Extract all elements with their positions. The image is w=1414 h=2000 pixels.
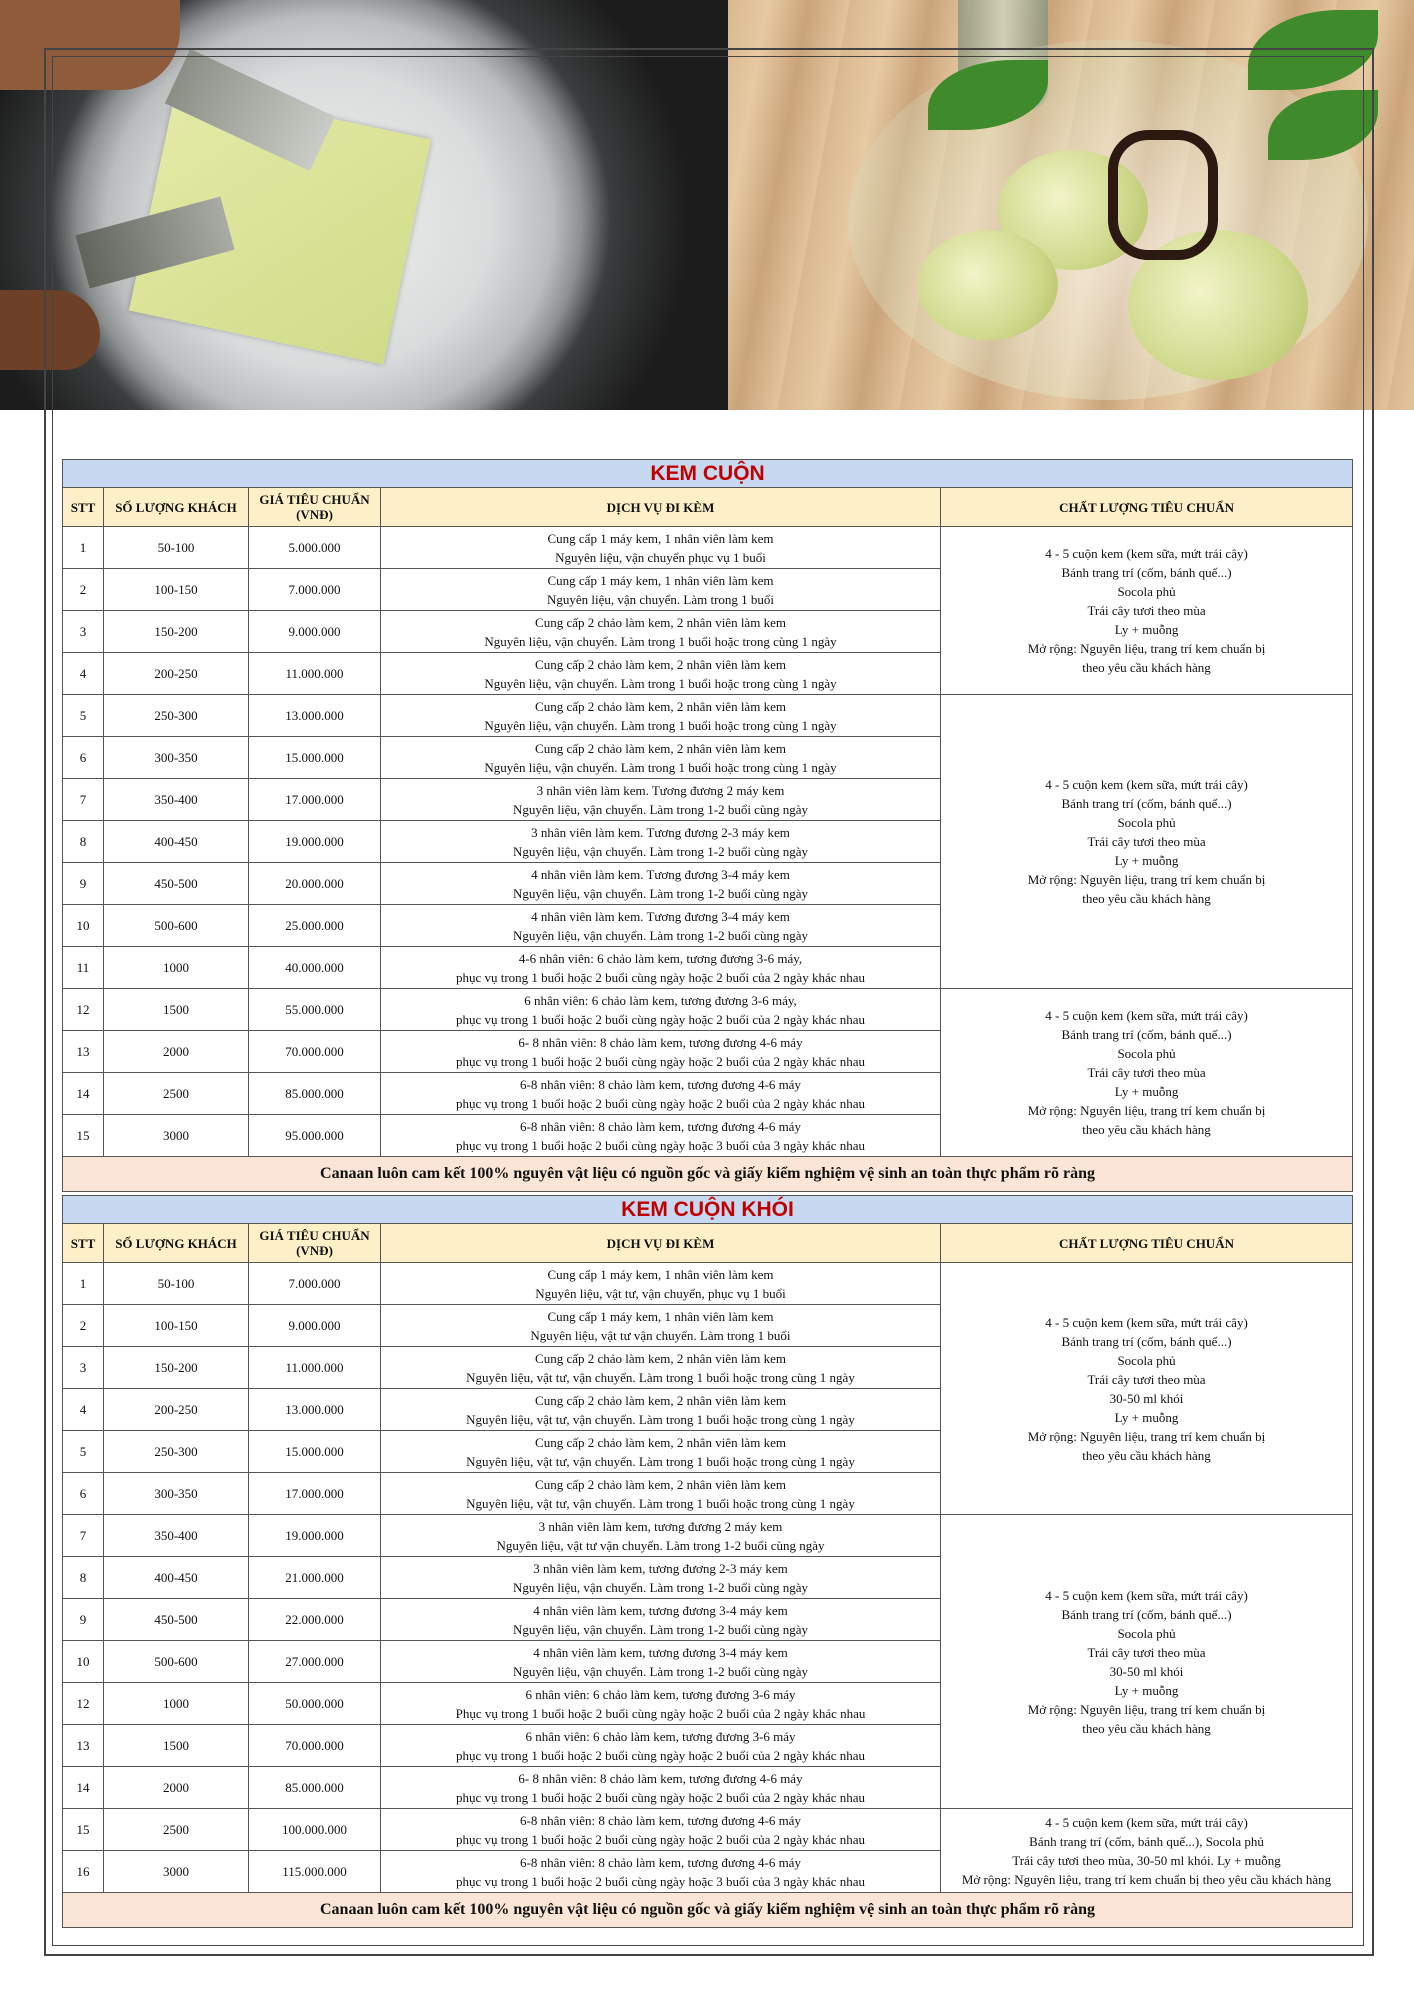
cell-price: 17.000.000 bbox=[249, 1473, 381, 1515]
quality-line: 4 - 5 cuộn kem (kem sữa, mứt trái cây) bbox=[1045, 777, 1248, 792]
cell-stt: 15 bbox=[63, 1809, 104, 1851]
service-line: phục vụ trong 1 buổi hoặc 2 buổi cùng ngày hoặc 2 buổi của 2 ngày khác nhau bbox=[455, 1747, 866, 1763]
cell-guests: 200-250 bbox=[104, 1389, 249, 1431]
cell-service bbox=[381, 653, 941, 695]
cell-service bbox=[381, 1305, 941, 1347]
cell-guests: 2500 bbox=[104, 1809, 249, 1851]
cell-service bbox=[381, 1851, 941, 1893]
cell-guests: 150-200 bbox=[104, 611, 249, 653]
service-line: Nguyên liệu, vận chuyển phục vụ 1 buổi bbox=[555, 549, 766, 565]
quality-line: Socola phủ bbox=[1117, 815, 1176, 830]
cell-price: 70.000.000 bbox=[249, 1031, 381, 1073]
service-line: Nguyên liệu, vật tư, vận chuyển, phục vụ 1 buổi bbox=[535, 1285, 786, 1301]
quality-line: 4 - 5 cuộn kem (kem sữa, mứt trái cây) bbox=[1045, 1814, 1248, 1830]
quality-line: Bánh trang trí (cốm, bánh quế...) bbox=[1061, 1606, 1232, 1622]
cell-stt: 3 bbox=[63, 611, 104, 653]
cell-stt: 16 bbox=[63, 1851, 104, 1893]
cell-stt: 11 bbox=[63, 947, 104, 989]
service-line: Nguyên liệu, vật tư, vận chuyển. Làm trong 1 buổi hoặc trong cùng 1 ngày bbox=[466, 1495, 855, 1511]
cell-stt: 14 bbox=[63, 1073, 104, 1115]
quality-line: Bánh trang trí (cốm, bánh quế...) bbox=[1061, 1027, 1232, 1042]
cell-quality bbox=[941, 1515, 1353, 1809]
cell-service bbox=[381, 1431, 941, 1473]
service-line: Cung cấp 2 chảo làm kem, 2 nhân viên làm kem bbox=[535, 1392, 786, 1408]
cell-guests: 3000 bbox=[104, 1851, 249, 1893]
service-line: Cung cấp 2 chảo làm kem, 2 nhân viên làm kem bbox=[535, 1476, 786, 1492]
quality-line: Socola phủ bbox=[1117, 1046, 1176, 1061]
commitment-note: Canaan luôn cam kết 100% nguyên vật liệu có nguồn gốc và giấy kiểm nghiệm vệ sinh an toàn thực phẩm rõ ràng bbox=[63, 1157, 1353, 1192]
service-line: Nguyên liệu, vận chuyển. Làm trong 1-2 buổi cùng ngày bbox=[513, 885, 808, 901]
quality-line: 4 - 5 cuộn kem (kem sữa, mứt trái cây) bbox=[1045, 1314, 1248, 1330]
cell-price: 5.000.000 bbox=[249, 527, 381, 569]
service-line: 4 nhân viên làm kem. Tương đương 3-4 máy kem bbox=[531, 866, 790, 882]
cell-stt: 4 bbox=[63, 1389, 104, 1431]
service-line: phục vụ trong 1 buổi hoặc 2 buổi cùng ngày hoặc 2 buổi của 2 ngày khác nhau bbox=[455, 1011, 866, 1027]
quality-line: Trái cây tươi theo mùa, 30-50 ml khói. Ly + muỗng bbox=[1012, 1852, 1281, 1868]
quality-line: Bánh trang trí (cốm, bánh quế...) bbox=[1061, 1333, 1232, 1349]
service-line: Nguyên liệu, vận chuyển. Làm trong 1 buổi hoặc trong cùng 1 ngày bbox=[484, 675, 837, 691]
table-title-row bbox=[63, 460, 1353, 488]
table-row bbox=[63, 695, 1353, 737]
cell-stt: 13 bbox=[63, 1725, 104, 1767]
cell-guests: 500-600 bbox=[104, 1641, 249, 1683]
table-row bbox=[63, 1809, 1353, 1851]
quality-line: Socola phủ bbox=[1117, 1352, 1176, 1368]
column-header-service: DỊCH VỤ ĐI KÈM bbox=[381, 488, 941, 527]
service-line: 6-8 nhân viên: 8 chảo làm kem, tương đương 4-6 máy bbox=[520, 1118, 801, 1134]
cell-service bbox=[381, 989, 941, 1031]
cell-price: 55.000.000 bbox=[249, 989, 381, 1031]
cell-quality bbox=[941, 1809, 1353, 1893]
cell-stt: 12 bbox=[63, 989, 104, 1031]
service-line: phục vụ trong 1 buổi hoặc 2 buổi cùng ngày hoặc 2 buổi của 2 ngày khác nhau bbox=[455, 1789, 866, 1805]
quality-line: Ly + muỗng bbox=[1114, 1409, 1179, 1425]
quality-line: Trái cây tươi theo mùa bbox=[1087, 834, 1206, 849]
quality-line: Bánh trang trí (cốm, bánh quế...) bbox=[1061, 796, 1232, 811]
quality-line: Mở rộng: Nguyên liệu, trang trí kem chuẩn bị bbox=[1027, 1103, 1266, 1118]
service-line: Cung cấp 2 chảo làm kem, 2 nhân viên làm kem bbox=[535, 1350, 786, 1366]
service-line: Nguyên liệu, vật tư, vận chuyển. Làm trong 1 buổi hoặc trong cùng 1 ngày bbox=[466, 1411, 855, 1427]
cell-guests: 300-350 bbox=[104, 737, 249, 779]
column-header-quality: CHẤT LƯỢNG TIÊU CHUẨN bbox=[941, 488, 1353, 527]
quality-line: 4 - 5 cuộn kem (kem sữa, mứt trái cây) bbox=[1045, 1587, 1248, 1603]
service-line: Cung cấp 2 chảo làm kem, 2 nhân viên làm kem bbox=[535, 698, 786, 714]
cell-price: 21.000.000 bbox=[249, 1557, 381, 1599]
cell-stt: 12 bbox=[63, 1683, 104, 1725]
cell-service bbox=[381, 947, 941, 989]
quality-line: Trái cây tươi theo mùa bbox=[1087, 1065, 1206, 1080]
service-line: Nguyên liệu, vận chuyển. Làm trong 1-2 buổi cùng ngày bbox=[513, 1663, 808, 1679]
cell-service bbox=[381, 1473, 941, 1515]
cell-guests: 500-600 bbox=[104, 905, 249, 947]
cell-price: 22.000.000 bbox=[249, 1599, 381, 1641]
service-line: 6-8 nhân viên: 8 chảo làm kem, tương đương 4-6 máy bbox=[520, 1812, 801, 1828]
cell-price: 115.000.000 bbox=[249, 1851, 381, 1893]
cell-service bbox=[381, 1263, 941, 1305]
cell-guests: 350-400 bbox=[104, 779, 249, 821]
commitment-note: Canaan luôn cam kết 100% nguyên vật liệu có nguồn gốc và giấy kiểm nghiệm vệ sinh an toàn thực phẩm rõ ràng bbox=[63, 1893, 1353, 1928]
cell-price: 13.000.000 bbox=[249, 1389, 381, 1431]
service-line: Nguyên liệu, vật tư, vận chuyển. Làm trong 1 buổi hoặc trong cùng 1 ngày bbox=[466, 1369, 855, 1385]
service-line: phục vụ trong 1 buổi hoặc 2 buổi cùng ngày hoặc 3 buổi của 3 ngày khác nhau bbox=[455, 1137, 866, 1153]
quality-line: Socola phủ bbox=[1117, 1625, 1176, 1641]
cell-service bbox=[381, 1767, 941, 1809]
cell-guests: 2000 bbox=[104, 1031, 249, 1073]
quality-line: 4 - 5 cuộn kem (kem sữa, mứt trái cây) bbox=[1045, 546, 1248, 561]
service-line: 3 nhân viên làm kem. Tương đương 2-3 máy kem bbox=[531, 824, 790, 840]
table-header-row bbox=[63, 488, 1353, 527]
cell-guests: 300-350 bbox=[104, 1473, 249, 1515]
cell-guests: 350-400 bbox=[104, 1515, 249, 1557]
cell-stt: 8 bbox=[63, 1557, 104, 1599]
cell-guests: 400-450 bbox=[104, 1557, 249, 1599]
quality-line: Mở rộng: Nguyên liệu, trang trí kem chuẩn bị theo yêu cầu khách hàng bbox=[961, 1871, 1332, 1887]
quality-line: Bánh trang trí (cốm, bánh quế...), Socola phủ bbox=[1029, 1833, 1264, 1849]
cell-service bbox=[381, 905, 941, 947]
service-line: Cung cấp 2 chảo làm kem, 2 nhân viên làm kem bbox=[535, 740, 786, 756]
cell-stt: 10 bbox=[63, 1641, 104, 1683]
service-line: 6-8 nhân viên: 8 chảo làm kem, tương đương 4-6 máy bbox=[520, 1076, 801, 1092]
service-line: 6- 8 nhân viên: 8 chảo làm kem, tương đương 4-6 máy bbox=[518, 1034, 803, 1050]
quality-line: 30-50 ml khói bbox=[1109, 1663, 1184, 1679]
cell-service bbox=[381, 863, 941, 905]
service-line: Cung cấp 2 chảo làm kem, 2 nhân viên làm kem bbox=[535, 656, 786, 672]
price-table-kem-cuon bbox=[62, 459, 1353, 1192]
cell-guests: 1000 bbox=[104, 1683, 249, 1725]
cell-guests: 2000 bbox=[104, 1767, 249, 1809]
cell-price: 19.000.000 bbox=[249, 1515, 381, 1557]
cell-stt: 6 bbox=[63, 737, 104, 779]
column-header-price: GIÁ TIÊU CHUẨN (VNĐ) bbox=[249, 488, 381, 527]
table-title: KEM CUỘN bbox=[63, 460, 1353, 488]
cell-price: 17.000.000 bbox=[249, 779, 381, 821]
cell-stt: 4 bbox=[63, 653, 104, 695]
cell-stt: 14 bbox=[63, 1767, 104, 1809]
cell-price: 9.000.000 bbox=[249, 611, 381, 653]
cell-price: 15.000.000 bbox=[249, 1431, 381, 1473]
service-line: Nguyên liệu, vận chuyển. Làm trong 1-2 buổi cùng ngày bbox=[513, 843, 808, 859]
quality-line: theo yêu cầu khách hàng bbox=[1082, 1720, 1211, 1736]
quality-line: Ly + muỗng bbox=[1114, 1084, 1179, 1099]
quality-line: Mở rộng: Nguyên liệu, trang trí kem chuẩn bị bbox=[1027, 1701, 1266, 1717]
table-title-row bbox=[63, 1196, 1353, 1224]
cell-price: 19.000.000 bbox=[249, 821, 381, 863]
quality-line: Trái cây tươi theo mùa bbox=[1087, 603, 1206, 618]
service-line: 3 nhân viên làm kem. Tương đương 2 máy kem bbox=[536, 782, 785, 798]
cell-service bbox=[381, 1809, 941, 1851]
cell-stt: 5 bbox=[63, 1431, 104, 1473]
quality-line: Trái cây tươi theo mùa bbox=[1087, 1371, 1206, 1387]
quality-line: Trái cây tươi theo mùa bbox=[1087, 1644, 1206, 1660]
cell-service bbox=[381, 1725, 941, 1767]
service-line: Phục vụ trong 1 buổi hoặc 2 buổi cùng ngày hoặc 2 buổi của 2 ngày khác nhau bbox=[455, 1705, 866, 1721]
cell-guests: 1500 bbox=[104, 989, 249, 1031]
service-line: 6 nhân viên: 6 chảo làm kem, tương đương 3-6 máy bbox=[525, 1728, 796, 1744]
quality-line: Ly + muỗng bbox=[1114, 1682, 1179, 1698]
cell-service bbox=[381, 1641, 941, 1683]
service-line: phục vụ trong 1 buổi hoặc 2 buổi cùng ngày hoặc 2 buổi của 2 ngày khác nhau bbox=[455, 1053, 866, 1069]
cell-service bbox=[381, 1599, 941, 1641]
cell-service bbox=[381, 1031, 941, 1073]
cell-stt: 2 bbox=[63, 569, 104, 611]
quality-line: theo yêu cầu khách hàng bbox=[1082, 891, 1211, 906]
cell-stt: 13 bbox=[63, 1031, 104, 1073]
service-line: Nguyên liệu, vật tư vận chuyển. Làm trong 1 buổi bbox=[530, 1327, 791, 1343]
service-line: phục vụ trong 1 buổi hoặc 2 buổi cùng ngày hoặc 2 buổi của 2 ngày khác nhau bbox=[455, 1095, 866, 1111]
quality-line: Mở rộng: Nguyên liệu, trang trí kem chuẩn bị bbox=[1027, 641, 1266, 656]
table-footer-row bbox=[63, 1893, 1353, 1928]
cell-service bbox=[381, 569, 941, 611]
cell-service bbox=[381, 1073, 941, 1115]
cell-stt: 9 bbox=[63, 1599, 104, 1641]
cell-price: 100.000.000 bbox=[249, 1809, 381, 1851]
service-line: 6 nhân viên: 6 chảo làm kem, tương đương 3-6 máy bbox=[525, 1686, 796, 1702]
service-line: phục vụ trong 1 buổi hoặc 2 buổi cùng ngày hoặc 3 buổi của 3 ngày khác nhau bbox=[455, 1873, 866, 1889]
cell-price: 9.000.000 bbox=[249, 1305, 381, 1347]
table-title: KEM CUỘN KHÓI bbox=[63, 1196, 1353, 1224]
cell-stt: 3 bbox=[63, 1347, 104, 1389]
cell-service bbox=[381, 1683, 941, 1725]
service-line: Cung cấp 1 máy kem, 1 nhân viên làm kem bbox=[547, 572, 774, 588]
quality-line: 4 - 5 cuộn kem (kem sữa, mứt trái cây) bbox=[1045, 1008, 1248, 1023]
cell-service bbox=[381, 779, 941, 821]
cell-price: 85.000.000 bbox=[249, 1767, 381, 1809]
column-header-quality: CHẤT LƯỢNG TIÊU CHUẨN bbox=[941, 1224, 1353, 1263]
cell-price: 11.000.000 bbox=[249, 1347, 381, 1389]
cell-service bbox=[381, 1115, 941, 1157]
quality-line: theo yêu cầu khách hàng bbox=[1082, 1122, 1211, 1137]
cell-stt: 7 bbox=[63, 1515, 104, 1557]
service-line: Nguyên liệu, vận chuyển. Làm trong 1-2 buổi cùng ngày bbox=[513, 1621, 808, 1637]
cell-service bbox=[381, 1389, 941, 1431]
service-line: 6-8 nhân viên: 8 chảo làm kem, tương đương 4-6 máy bbox=[520, 1854, 801, 1870]
service-line: phục vụ trong 1 buổi hoặc 2 buổi cùng ngày hoặc 2 buổi của 2 ngày khác nhau bbox=[455, 969, 866, 985]
quality-line: 30-50 ml khói bbox=[1109, 1390, 1184, 1406]
service-line: Cung cấp 1 máy kem, 1 nhân viên làm kem bbox=[547, 530, 774, 546]
service-line: 6 nhân viên: 6 chảo làm kem, tương đương 3-6 máy, bbox=[524, 992, 797, 1008]
service-line: 3 nhân viên làm kem, tương đương 2-3 máy kem bbox=[533, 1560, 788, 1576]
service-line: Cung cấp 1 máy kem, 1 nhân viên làm kem bbox=[547, 1266, 774, 1282]
cell-guests: 250-300 bbox=[104, 1431, 249, 1473]
service-line: Nguyên liệu, vận chuyển. Làm trong 1 buổi hoặc trong cùng 1 ngày bbox=[484, 633, 837, 649]
cell-guests: 3000 bbox=[104, 1115, 249, 1157]
cell-guests: 1500 bbox=[104, 1725, 249, 1767]
cell-guests: 450-500 bbox=[104, 863, 249, 905]
cell-price: 7.000.000 bbox=[249, 569, 381, 611]
cell-service bbox=[381, 821, 941, 863]
column-header-guests: SỐ LƯỢNG KHÁCH bbox=[104, 488, 249, 527]
cell-guests: 150-200 bbox=[104, 1347, 249, 1389]
service-line: Nguyên liệu, vật tư, vận chuyển. Làm trong 1 buổi hoặc trong cùng 1 ngày bbox=[466, 1453, 855, 1469]
cell-guests: 400-450 bbox=[104, 821, 249, 863]
column-header-guests: SỐ LƯỢNG KHÁCH bbox=[104, 1224, 249, 1263]
service-line: 4 nhân viên làm kem, tương đương 3-4 máy kem bbox=[533, 1644, 788, 1660]
service-line: Nguyên liệu, vận chuyển. Làm trong 1-2 buổi cùng ngày bbox=[513, 801, 808, 817]
cell-guests: 50-100 bbox=[104, 1263, 249, 1305]
cell-stt: 1 bbox=[63, 1263, 104, 1305]
service-line: 4 nhân viên làm kem. Tương đương 3-4 máy kem bbox=[531, 908, 790, 924]
cell-guests: 250-300 bbox=[104, 695, 249, 737]
cell-quality bbox=[941, 695, 1353, 989]
service-line: 4 nhân viên làm kem, tương đương 3-4 máy kem bbox=[533, 1602, 788, 1618]
cell-stt: 9 bbox=[63, 863, 104, 905]
quality-line: theo yêu cầu khách hàng bbox=[1082, 1447, 1211, 1463]
service-line: 4-6 nhân viên: 6 chảo làm kem, tương đương 3-6 máy, bbox=[518, 950, 803, 966]
service-line: phục vụ trong 1 buổi hoặc 2 buổi cùng ngày hoặc 2 buổi của 2 ngày khác nhau bbox=[455, 1831, 866, 1847]
table-header-row bbox=[63, 1224, 1353, 1263]
cell-quality bbox=[941, 1263, 1353, 1515]
cell-stt: 6 bbox=[63, 1473, 104, 1515]
quality-line: Socola phủ bbox=[1117, 584, 1176, 599]
cell-guests: 2500 bbox=[104, 1073, 249, 1115]
table-footer-row bbox=[63, 1157, 1353, 1192]
service-line: Nguyên liệu, vận chuyển. Làm trong 1 buổi hoặc trong cùng 1 ngày bbox=[484, 717, 837, 733]
table-row bbox=[63, 527, 1353, 569]
service-line: 6- 8 nhân viên: 8 chảo làm kem, tương đương 4-6 máy bbox=[518, 1770, 803, 1786]
column-header-service: DỊCH VỤ ĐI KÈM bbox=[381, 1224, 941, 1263]
cell-stt: 15 bbox=[63, 1115, 104, 1157]
cell-guests: 50-100 bbox=[104, 527, 249, 569]
cell-price: 11.000.000 bbox=[249, 653, 381, 695]
service-line: Cung cấp 2 chảo làm kem, 2 nhân viên làm kem bbox=[535, 614, 786, 630]
service-line: Nguyên liệu, vận chuyển. Làm trong 1 buổi hoặc trong cùng 1 ngày bbox=[484, 759, 837, 775]
cell-price: 27.000.000 bbox=[249, 1641, 381, 1683]
quality-line: Mở rộng: Nguyên liệu, trang trí kem chuẩn bị bbox=[1027, 872, 1266, 887]
service-line: Nguyên liệu, vận chuyển. Làm trong 1-2 buổi cùng ngày bbox=[513, 927, 808, 943]
cell-stt: 5 bbox=[63, 695, 104, 737]
quality-line: Ly + muỗng bbox=[1114, 622, 1179, 637]
service-line: Cung cấp 1 máy kem, 1 nhân viên làm kem bbox=[547, 1308, 774, 1324]
cell-guests: 200-250 bbox=[104, 653, 249, 695]
cell-service bbox=[381, 1515, 941, 1557]
price-table-kem-cuon-khoi bbox=[62, 1195, 1353, 1928]
cell-stt: 10 bbox=[63, 905, 104, 947]
cell-stt: 8 bbox=[63, 821, 104, 863]
cell-service bbox=[381, 1557, 941, 1599]
cell-price: 20.000.000 bbox=[249, 863, 381, 905]
cell-quality bbox=[941, 989, 1353, 1157]
cell-service bbox=[381, 737, 941, 779]
cell-price: 25.000.000 bbox=[249, 905, 381, 947]
cell-quality bbox=[941, 527, 1353, 695]
cell-price: 50.000.000 bbox=[249, 1683, 381, 1725]
table-row bbox=[63, 1515, 1353, 1557]
service-line: Cung cấp 2 chảo làm kem, 2 nhân viên làm kem bbox=[535, 1434, 786, 1450]
quality-line: Mở rộng: Nguyên liệu, trang trí kem chuẩn bị bbox=[1027, 1428, 1266, 1444]
cell-price: 85.000.000 bbox=[249, 1073, 381, 1115]
cell-service bbox=[381, 695, 941, 737]
cell-guests: 100-150 bbox=[104, 1305, 249, 1347]
cell-price: 13.000.000 bbox=[249, 695, 381, 737]
column-header-stt: STT bbox=[63, 488, 104, 527]
table-row bbox=[63, 989, 1353, 1031]
service-line: Nguyên liệu, vật tư vận chuyển. Làm trong 1-2 buổi cùng ngày bbox=[496, 1537, 825, 1553]
cell-price: 7.000.000 bbox=[249, 1263, 381, 1305]
cell-service bbox=[381, 1347, 941, 1389]
cell-stt: 1 bbox=[63, 527, 104, 569]
service-line: Nguyên liệu, vận chuyển. Làm trong 1 buổi bbox=[546, 591, 775, 607]
cell-service bbox=[381, 527, 941, 569]
service-line: 3 nhân viên làm kem, tương đương 2 máy kem bbox=[538, 1518, 783, 1534]
quality-line: theo yêu cầu khách hàng bbox=[1082, 660, 1211, 675]
service-line: Nguyên liệu, vận chuyển. Làm trong 1-2 buổi cùng ngày bbox=[513, 1579, 808, 1595]
quality-line: Bánh trang trí (cốm, bánh quế...) bbox=[1061, 565, 1232, 580]
cell-stt: 2 bbox=[63, 1305, 104, 1347]
cell-price: 15.000.000 bbox=[249, 737, 381, 779]
cell-service bbox=[381, 611, 941, 653]
quality-line: Ly + muỗng bbox=[1114, 853, 1179, 868]
table-row bbox=[63, 1263, 1353, 1305]
cell-guests: 100-150 bbox=[104, 569, 249, 611]
cell-guests: 450-500 bbox=[104, 1599, 249, 1641]
column-header-price: GIÁ TIÊU CHUẨN (VNĐ) bbox=[249, 1224, 381, 1263]
cell-price: 70.000.000 bbox=[249, 1725, 381, 1767]
cell-stt: 7 bbox=[63, 779, 104, 821]
cell-price: 40.000.000 bbox=[249, 947, 381, 989]
column-header-stt: STT bbox=[63, 1224, 104, 1263]
cell-price: 95.000.000 bbox=[249, 1115, 381, 1157]
cell-guests: 1000 bbox=[104, 947, 249, 989]
